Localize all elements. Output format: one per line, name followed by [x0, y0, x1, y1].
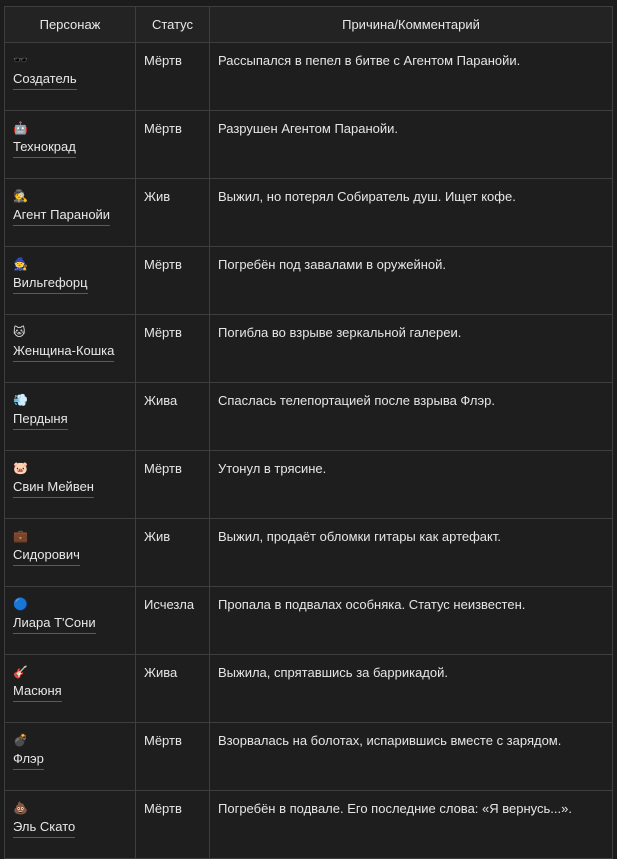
- character-emoji-icon: 🐷: [13, 461, 28, 475]
- character-emoji-icon: 🎸: [13, 665, 28, 679]
- table-row: [5, 315, 613, 383]
- table-row: [5, 791, 613, 859]
- character-emoji-icon: 🔵: [13, 597, 28, 611]
- table-row: [5, 179, 613, 247]
- table-row: [5, 519, 613, 587]
- reason-cell: Рассыпался в пепел в битве с Агентом Паранойи.: [210, 43, 613, 111]
- character-emoji-icon: 🧙: [13, 257, 28, 271]
- character-cell: [5, 519, 136, 587]
- character-name: Вильгефорц: [13, 275, 88, 294]
- reason-cell: Взорвалась на болотах, испарившись вместе с зарядом.: [210, 723, 613, 791]
- status-cell: Мёртв: [136, 791, 210, 859]
- status-cell: Мёртв: [136, 247, 210, 315]
- reason-cell: Выжил, но потерял Собиратель душ. Ищет кофе.: [210, 179, 613, 247]
- reason-cell: Выжила, спрятавшись за баррикадой.: [210, 655, 613, 723]
- character-emoji-icon: 🐱: [13, 325, 26, 339]
- character-cell: [5, 111, 136, 179]
- table-row: [5, 383, 613, 451]
- status-cell: Мёртв: [136, 43, 210, 111]
- character-emoji-icon: 💣: [13, 733, 28, 747]
- reason-cell: Погибла во взрыве зеркальной галереи.: [210, 315, 613, 383]
- character-name: Свин Мейвен: [13, 479, 94, 498]
- status-cell: Мёртв: [136, 315, 210, 383]
- character-emoji-icon: 💼: [13, 529, 28, 543]
- character-emoji-icon: 🕵️: [13, 189, 28, 203]
- character-name: Агент Паранойи: [13, 207, 110, 226]
- table-header-row: [5, 7, 613, 43]
- table-row: [5, 723, 613, 791]
- character-emoji-icon: 🕶️: [13, 53, 28, 67]
- status-cell: Жива: [136, 383, 210, 451]
- reason-cell: Разрушен Агентом Паранойи.: [210, 111, 613, 179]
- character-name: Флэр: [13, 751, 44, 770]
- status-cell: Исчезла: [136, 587, 210, 655]
- table-row: [5, 247, 613, 315]
- status-cell: Мёртв: [136, 723, 210, 791]
- reason-cell: Погребён под завалами в оружейной.: [210, 247, 613, 315]
- reason-cell: Утонул в трясине.: [210, 451, 613, 519]
- character-cell: [5, 179, 136, 247]
- table-row: [5, 451, 613, 519]
- character-cell: [5, 315, 136, 383]
- character-name: Сидорович: [13, 547, 80, 566]
- character-status-table: [4, 6, 613, 859]
- reason-cell: Пропала в подвалах особняка. Статус неизвестен.: [210, 587, 613, 655]
- character-name: Масюня: [13, 683, 62, 702]
- status-cell: Жив: [136, 179, 210, 247]
- header-character: Персонаж: [5, 7, 136, 43]
- header-status: Статус: [136, 7, 210, 43]
- character-name: Эль Скато: [13, 819, 75, 838]
- character-cell: [5, 383, 136, 451]
- reason-cell: Спаслась телепортацией после взрыва Флэр.: [210, 383, 613, 451]
- character-cell: [5, 723, 136, 791]
- character-cell: [5, 451, 136, 519]
- status-cell: Жив: [136, 519, 210, 587]
- reason-cell: Выжил, продаёт обломки гитары как артефакт.: [210, 519, 613, 587]
- table-row: [5, 587, 613, 655]
- table-row: [5, 111, 613, 179]
- character-name: Создатель: [13, 71, 77, 90]
- character-emoji-icon: 💨: [13, 393, 28, 407]
- table-row: [5, 655, 613, 723]
- status-cell: Мёртв: [136, 111, 210, 179]
- character-name: Женщина-Кошка: [13, 343, 114, 362]
- table-body: [5, 43, 613, 859]
- character-cell: [5, 655, 136, 723]
- character-cell: [5, 43, 136, 111]
- character-name: Технокрад: [13, 139, 76, 158]
- character-emoji-icon: 🤖: [13, 121, 28, 135]
- character-cell: [5, 791, 136, 859]
- character-status-table-container: [4, 6, 612, 859]
- character-name: Лиара Т'Сони: [13, 615, 96, 634]
- character-cell: [5, 247, 136, 315]
- character-cell: [5, 587, 136, 655]
- header-reason: Причина/Комментарий: [210, 7, 613, 43]
- character-emoji-icon: 💩: [13, 801, 28, 815]
- table-row: [5, 43, 613, 111]
- status-cell: Мёртв: [136, 451, 210, 519]
- character-name: Пердыня: [13, 411, 68, 430]
- reason-cell: Погребён в подвале. Его последние слова: «Я вернусь...».: [210, 791, 613, 859]
- status-cell: Жива: [136, 655, 210, 723]
